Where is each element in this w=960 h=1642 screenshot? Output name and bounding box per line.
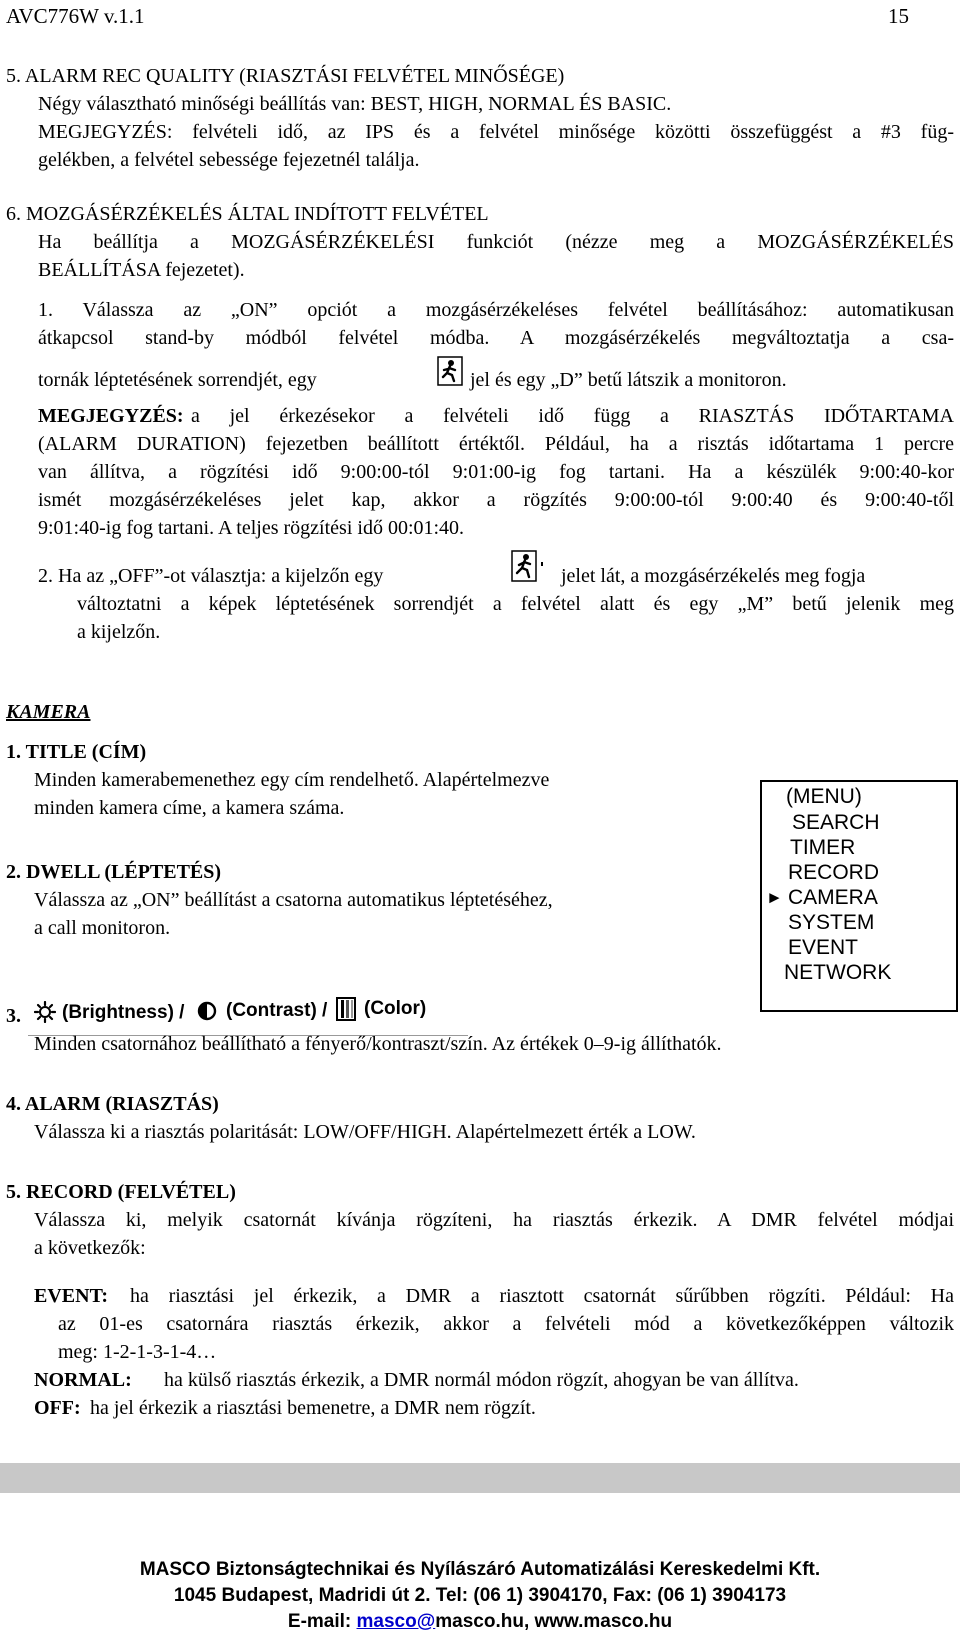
kamera-s1-title: 1. TITLE (CÍM) (6, 741, 147, 763)
section5-title: 5. ALARM REC QUALITY (RIASZTÁSI FELVÉTEL MINŐSÉGE) (6, 65, 565, 87)
menu-item-event[interactable]: EVENT (788, 936, 859, 959)
contrast-label: (Contrast) / (226, 1000, 328, 1021)
note-line3: van állítva, a rögzítési idő 9:00:00-tól 9:01:00-ig fog tartani. Ha a készülék 9:00:40-kor (38, 461, 954, 483)
note-line5: 9:01:40-ig fog tartani. A teljes rögzítési idő 00:01:40. (38, 517, 465, 539)
kamera-s5-line1: Válassza ki, melyik csatornát kívánja rögzíteni, ha riasztás érkezik. A DMR felvétel módjai (34, 1209, 954, 1231)
section6-item1-line3b: jel és egy „D” betű látszik a monitoron. (470, 369, 787, 391)
note-line2: (ALARM DURATION) fejezetben beállított értéktől. Például, ha a risztás időtartama 1 percre (38, 433, 954, 455)
footer-email-rest[interactable]: masco.hu, www.masco.hu (435, 1611, 673, 1632)
kamera-s5-line2: a következők: (34, 1237, 146, 1259)
event-label: EVENT: (34, 1285, 109, 1307)
menu-item-network[interactable]: NETWORK (784, 961, 892, 984)
kamera-s2-line1: Válassza az „ON” beállítást a csatorna automatikus léptetéséhez, (34, 889, 553, 911)
footer-divider-band (0, 1463, 960, 1493)
selected-arrow-icon: ► (766, 888, 783, 907)
footer-email-prefix: E-mail: (287, 1611, 357, 1632)
brightness-sun-icon (34, 1001, 56, 1023)
event-line3: meg: 1-2-1-3-1-4… (58, 1341, 217, 1363)
kamera-s2-title: 2. DWELL (LÉPTETÉS) (6, 861, 222, 883)
menu-item-system[interactable]: SYSTEM (788, 911, 875, 934)
section6-item2-line2: változtatni a képek léptetésének sorrendjét a felvétel alatt és egy „M” betű jelenik meg (77, 593, 954, 615)
color-icon (336, 997, 356, 1021)
note-line1: a jel érkezésekor a felvételi idő függ a RIASZTÁS IDŐTARTAMA (191, 405, 954, 427)
kamera-heading: KAMERA (6, 701, 91, 723)
menu-item-menu[interactable]: (MENU) (786, 785, 862, 808)
document-title: AVC776W v.1.1 (6, 4, 145, 28)
kamera-s4-line1: Válassza ki a riasztás polaritását: LOW/OFF/HIGH. Alapértelmezett érték a LOW. (34, 1121, 696, 1143)
section5-line3: gelékben, a felvétel sebessége fejezetnél találja. (38, 149, 420, 171)
menu-item-timer[interactable]: TIMER (790, 836, 856, 859)
note-line4: ismét mozgásérzékeléses jelet kap, akkor a rögzítés 9:00:00-tól 9:00:40 és 9:00:40-től (38, 489, 954, 511)
section6-item1-line3a: tornák léptetésének sorrendjét, egy (38, 369, 317, 391)
section5-line2: MEGJEGYZÉS: felvételi idő, az IPS és a felvétel minősége közötti összefüggést a #3 füg- (38, 121, 954, 143)
section6-item1-line1: 1. Válassza az „ON” opciót a mozgásérzékeléses felvétel beállításához: automatikusan (38, 299, 954, 321)
running-man-icon (436, 355, 464, 387)
section5-line1: Négy választható minőségi beállítás van: BEST, HIGH, NORMAL ÉS BASIC. (38, 93, 672, 115)
running-man-icon (508, 548, 548, 588)
kamera-s4-title: 4. ALARM (RIASZTÁS) (6, 1093, 219, 1115)
section6-item2-line3: a kijelzőn. (77, 621, 161, 643)
section6-item2-line1b: jelet lát, a mozgásérzékelés meg fogja (561, 565, 866, 587)
kamera-s2-line2: a call monitoron. (34, 917, 171, 939)
kamera-s3-number: 3. (6, 1005, 21, 1027)
section6-item2-line1a: 2. Ha az „OFF”-ot választja: a kijelzőn egy (38, 565, 384, 587)
page-number: 15 (888, 4, 909, 28)
note-label: MEGJEGYZÉS: (38, 405, 184, 427)
email-link[interactable]: masco@ (356, 1611, 436, 1632)
menu-item-record[interactable]: RECORD (788, 861, 880, 884)
footer-address: 1045 Budapest, Madridi út 2. Tel: (06 1) 3904170, Fax: (06 1) 3904173 (173, 1585, 787, 1606)
section6-line2: BEÁLLÍTÁSA fejezetet). (38, 259, 245, 281)
kamera-s3-line1: Minden csatornához beállítható a fényerő/kontraszt/szín. Az értékek 0–9-ig állíthatók. (34, 1033, 722, 1055)
kamera-s1-line2: minden kamera címe, a kamera száma. (34, 797, 345, 819)
contrast-icon (196, 1000, 218, 1022)
menu-panel (760, 780, 958, 1012)
kamera-s5-title: 5. RECORD (FELVÉTEL) (6, 1181, 236, 1203)
section6-title: 6. MOZGÁSÉRZÉKELÉS ÁLTAL INDÍTOTT FELVÉTEL (6, 203, 489, 225)
section6-line1: Ha beállítja a MOZGÁSÉRZÉKELÉSI funkciót (nézze meg a MOZGÁSÉRZÉKELÉS (38, 231, 954, 253)
off-label: OFF: (34, 1397, 81, 1419)
normal-label: NORMAL: (34, 1369, 132, 1391)
off-line: ha jel érkezik a riasztási bemenetre, a DMR nem rögzít. (90, 1397, 536, 1419)
normal-line: ha külső riasztás érkezik, a DMR normál módon rögzít, ahogyan be van állítva. (164, 1369, 799, 1391)
footer-contact (0, 1609, 960, 1635)
event-line2: az 01-es csatornára riasztás érkezik, akkor a felvételi mód a következőképpen változik (58, 1313, 954, 1335)
kamera-s1-line1: Minden kamerabemenethez egy cím rendelhető. Alapértelmezve (34, 769, 550, 791)
menu-item-camera[interactable]: CAMERA (788, 886, 878, 909)
color-label: (Color) (364, 998, 427, 1019)
section6-item1-line2: átkapcsol stand-by módból felvétel módba. A mozgásérzékelés megváltoztatja a csa- (38, 327, 954, 349)
footer-company: MASCO Biztonságtechnikai és Nyílászáró Automatizálási Kereskedelmi Kft. (139, 1559, 821, 1580)
brightness-label: (Brightness) / (62, 1002, 185, 1023)
event-line1: ha riasztási jel érkezik, a DMR a riasztott csatornát sűrűbben rögzíti. Például: Ha (130, 1285, 954, 1307)
menu-item-search[interactable]: SEARCH (792, 811, 880, 834)
